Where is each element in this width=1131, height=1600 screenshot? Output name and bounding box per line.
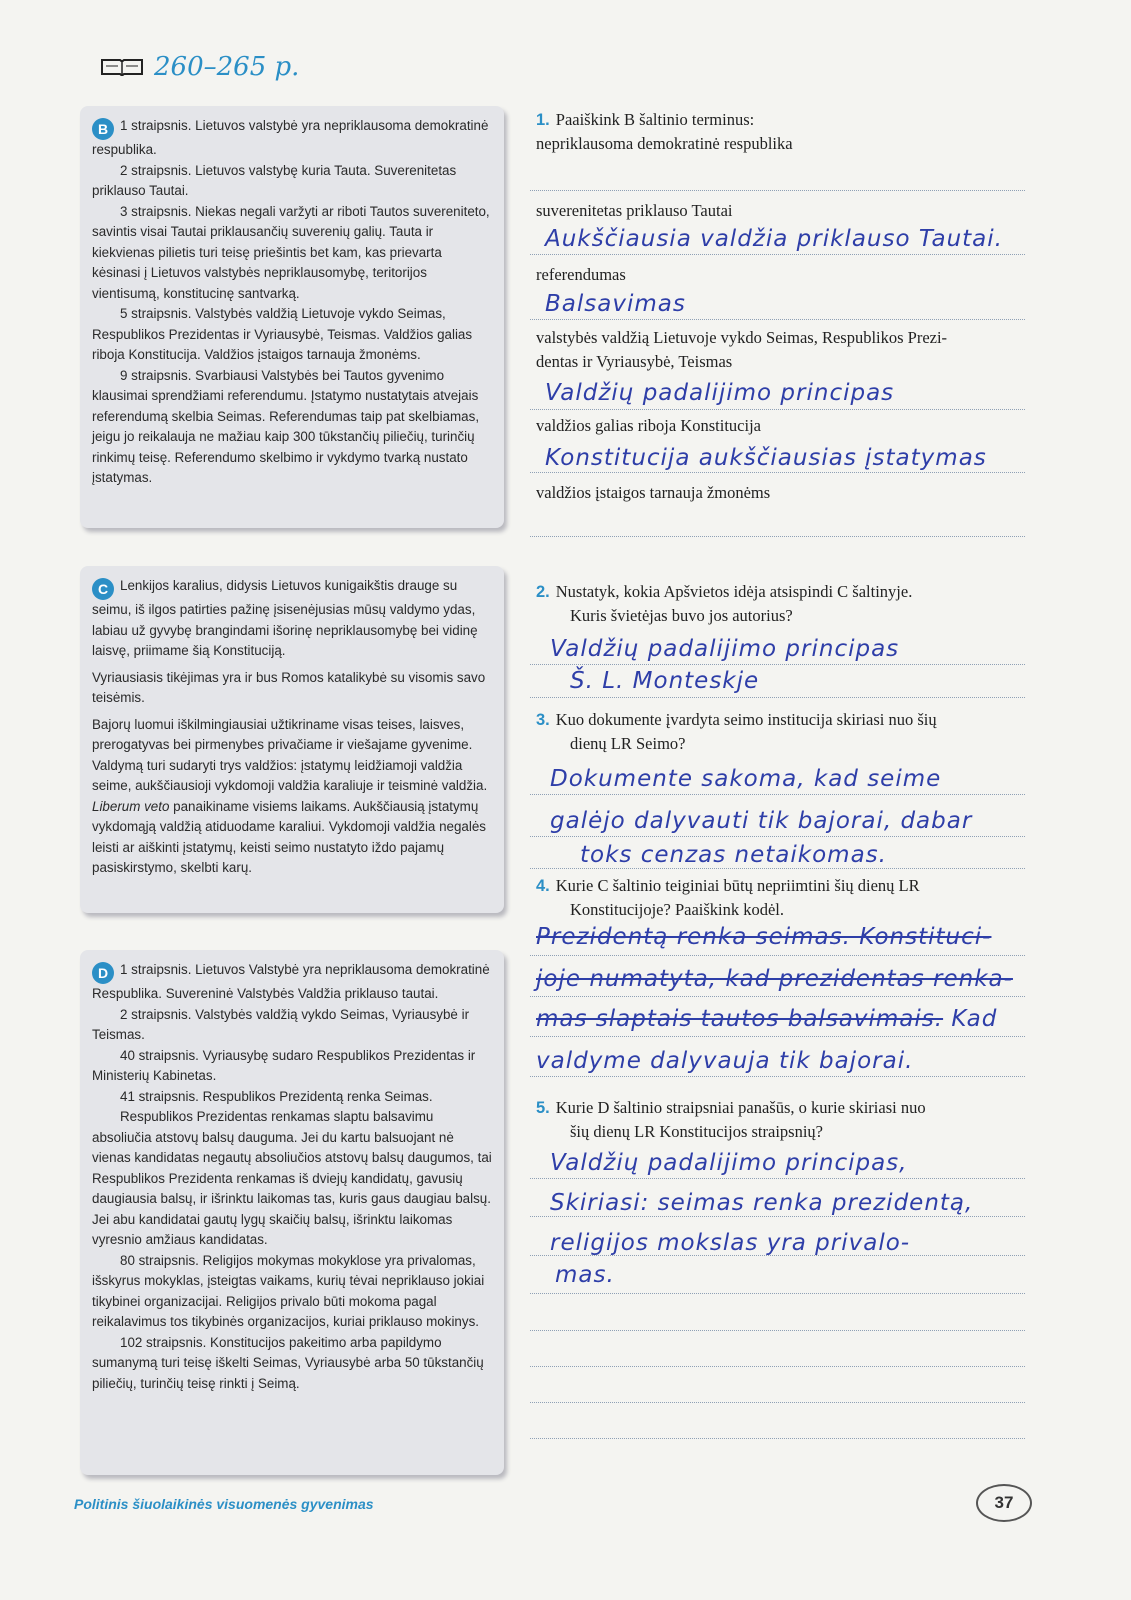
- answer-line: [530, 697, 1025, 698]
- source-c-box: [80, 566, 504, 913]
- book-icon: [100, 56, 144, 78]
- question-text: dienų LR Seimo?: [570, 734, 686, 753]
- question-1: [536, 108, 1036, 132]
- term-label: referendumas: [536, 265, 626, 284]
- question-text: Paaiškink B šaltinio terminus:: [555, 110, 755, 129]
- question-5: [536, 1096, 1036, 1143]
- source-d-paragraph: 80 straipsnis. Religijos mokymas mokyklose yra privalomas, išskyrus mokyklas, įsteigtas vaikams, kurių tėvai nepriklauso jokiai tikybinei organizacijai. Religijos privalo būti mokoma pagal reikalavimus tos tikybinės organizacijos, kuriai priklauso mokinys.: [92, 1252, 485, 1329]
- term-label: valdžios įstaigos tarnauja žmonėms: [536, 483, 771, 502]
- question-number: 3.: [536, 711, 550, 729]
- answer-line: [530, 955, 1025, 956]
- answer-line: [530, 1438, 1025, 1439]
- source-b-paragraph: 2 straipsnis. Lietuvos valstybę kuria Tauta. Suverenitetas priklauso Tautai.: [92, 162, 457, 198]
- answer-line: [530, 319, 1025, 320]
- handwritten-answer: Skiriasi: seimas renka prezidentą,: [550, 1190, 974, 1216]
- answer-line: [530, 1366, 1025, 1367]
- struck-answer: joje numatyta, kad prezidentas renka-: [536, 966, 1013, 992]
- struck-answer: Prezidentą renka seimas. Konstituci-: [536, 924, 992, 950]
- source-b-box: [80, 106, 504, 528]
- answer-line: [530, 868, 1025, 869]
- handwritten-answer: religijos mokslas yra privalo-: [550, 1230, 911, 1256]
- term-label: valstybės valdžią Lietuvoje vykdo Seimas, Respublikos Prezi-: [536, 328, 948, 347]
- page-number: 37: [976, 1484, 1032, 1522]
- page-range: 260–265 p.: [154, 52, 300, 82]
- handwritten-answer: Dokumente sakoma, kad seime: [550, 766, 942, 792]
- handwritten-answer: mas.: [555, 1262, 615, 1288]
- question-text: Nustatyk, kokia Apšvietos idėja atsispindi C šaltinyje.: [555, 582, 913, 601]
- question-2: [536, 580, 1036, 627]
- term-label: nepriklausoma demokratinė respublika: [536, 134, 793, 153]
- source-d-box: [80, 950, 504, 1475]
- answer-line: [530, 1036, 1025, 1037]
- source-d-paragraph: 102 straipsnis. Konstitucijos pakeitimo arba papildymo sumanymą turi teisę iškelti Seimas, Vyriausybė arba 50 tūkstančių piliečių, turinčių teisę rinkti į Seimą.: [92, 1334, 484, 1391]
- answer-line: [530, 996, 1025, 997]
- source-c-paragraph: Vyriausiasis tikėjimas yra ir bus Romos katalikybė su visomis savo teisėmis.: [92, 669, 486, 705]
- answer-line: [530, 1076, 1025, 1077]
- answer-line: [530, 190, 1025, 191]
- handwritten-answer: galėjo dalyvauti tik bajorai, dabar: [550, 808, 973, 834]
- source-b-paragraph: 9 straipsnis. Svarbiausi Valstybės bei Tautos gyvenimo klausimai sprendžiami referendumu. Įstatymo nustatytais atvejais referendumą skelbia Seimas. Referendumas taip pat skelbiamas, jeigu jo reikalauja ne mažiau kaip 300 tūkstančių piliečių, turinčių rinkimų teisę. Referendumo skelbimo ir vykdymo tvarką nustato įstatymas.: [92, 367, 480, 485]
- answer-line: [530, 472, 1025, 473]
- answer-line: [530, 794, 1025, 795]
- handwritten-answer: Balsavimas: [545, 291, 686, 317]
- source-d-paragraph: 2 straipsnis. Valstybės valdžią vykdo Seimas, Vyriausybė ir Teismas.: [92, 1006, 470, 1042]
- answer-line: [530, 1293, 1025, 1294]
- source-c-paragraph: [92, 715, 492, 879]
- question-number: 2.: [536, 583, 550, 601]
- page-reference: [100, 52, 299, 82]
- question-number: 4.: [536, 877, 550, 895]
- handwritten-answer: Valdžių padalijimo principas: [550, 636, 900, 662]
- answer-text: Kad: [951, 1006, 998, 1032]
- source-c-badge: C: [92, 578, 114, 600]
- source-d-paragraph: 1 straipsnis. Lietuvos Valstybė yra nepriklausoma demokratinė Respublika. Suvereninė Valstybės Valdžia priklauso tautai.: [92, 962, 490, 1001]
- handwritten-answer: valdyme dalyvauja tik bajorai.: [536, 1048, 914, 1074]
- source-b-badge: B: [92, 118, 114, 140]
- answer-line: [530, 254, 1025, 255]
- source-d-paragraph: 40 straipsnis. Vyriausybę sudaro Respublikos Prezidentas ir Ministerių Kabinetas.: [92, 1047, 476, 1083]
- question-4: [536, 874, 1036, 921]
- handwritten-answer: [536, 1006, 997, 1032]
- question-text: Kurie C šaltinio teiginiai būtų nepriimtini šių dienų LR: [555, 876, 920, 895]
- question-number: 5.: [536, 1099, 550, 1117]
- chapter-title: Politinis šiuolaikinės visuomenės gyvenimas: [74, 1496, 374, 1512]
- question-text: šių dienų LR Konstitucijos straipsnių?: [570, 1122, 823, 1141]
- source-d-badge: D: [92, 962, 114, 984]
- source-c-paragraph-text: Bajorų luomui iškilmingiausiai užtikriname visas teises, laisves, prerogatyvas bei pirmenybes privačiame ir viešajame gyvenime. Valdymą turi sudaryti trys valdžios: įstatymų leidžiamoji valdžia seime, aukščiausioji vykdomoji valdžia karaliuje ir teisminė valdžia.: [92, 716, 488, 793]
- answer-line: [530, 1255, 1025, 1256]
- handwritten-answer: Valdžių padalijimo principas,: [550, 1150, 908, 1176]
- term-label: valdžios galias riboja Konstitucija: [536, 416, 761, 435]
- handwritten-answer: Š. L. Monteskje: [570, 668, 760, 694]
- handwritten-answer: Valdžių padalijimo principas: [545, 380, 895, 406]
- source-c-paragraph: Lenkijos karalius, didysis Lietuvos kunigaikštis drauge su seimu, iš ilgos patirties pažinę įsisenėjusias mūsų valdymo ydas, labiau už gyvybę brangindami išorinę nepriklausomybę bei vidinę laisvę, priimame šią Konstituciją.: [92, 578, 478, 658]
- question-3: [536, 708, 1036, 755]
- term-label: dentas ir Vyriausybė, Teismas: [536, 352, 733, 371]
- answer-line: [530, 409, 1025, 410]
- liberum-veto-term: Liberum veto: [92, 798, 170, 814]
- question-text: Konstitucijoje? Paaiškink kodėl.: [570, 900, 785, 919]
- question-number: 1.: [536, 111, 550, 129]
- answer-line: [530, 836, 1025, 837]
- source-c-paragraph-text: panaikiname visiems laikams. Aukščiausią įstatymų vykdomąją valdžią atiduodame karaliui. Vykdomoji valdžia negalės leisti ar aiškinti įstatymų, keisti seimo nustatyto iždo pajamų pasiskirstymo, skelbti karų.: [92, 798, 486, 875]
- source-b-paragraph: 3 straipsnis. Niekas negali varžyti ar riboti Tautos suvereniteto, savintis visai Tautai priklausančių suverenių galių. Tauta ir kiekvienas pilietis turi teisę priešintis bet kam, kas prievarta kėsinasi į Lietuvos valstybės nepriklausomybę, teritorijos vientisumą, konstitucinę santvarką.: [92, 203, 490, 301]
- source-b-paragraph: 5 straipsnis. Valstybės valdžią Lietuvoje vykdo Seimas, Respublikos Prezidentas ir Vyriausybė, Teismas. Valdžios galias riboja Konstitucija. Valdžios įstaigos tarnauja žmonėms.: [92, 306, 473, 362]
- answer-line: [530, 1330, 1025, 1331]
- answer-line: [530, 1216, 1025, 1217]
- answer-line: [530, 1178, 1025, 1179]
- struck-answer: mas slaptais tautos balsavimais.: [536, 1006, 944, 1032]
- source-b-paragraph: 1 straipsnis. Lietuvos valstybė yra nepriklausoma demokratinė respublika.: [92, 118, 489, 157]
- term-label: suverenitetas priklauso Tautai: [536, 201, 733, 220]
- source-d-paragraph: 41 straipsnis. Respublikos Prezidentą renka Seimas.: [120, 1088, 433, 1104]
- question-text: Kurie D šaltinio straipsniai panašūs, o kurie skiriasi nuo: [555, 1098, 926, 1117]
- answer-line: [530, 664, 1025, 665]
- source-d-paragraph: Respublikos Prezidentas renkamas slaptu balsavimu absoliučia atstovų balsų dauguma. Jei du kartu balsuojant nė vienas kandidatas negautų absoliučios atstovų balsų daugumos, tai Respublikos Prezidenta renkamas iš dviejų kandidatų, gavusių daugiausia balsų, ir išrinktu laikomas tas, kuris gaus daugiau balsų. Jei abu kandidatai gautų lygų skaičių balsų, išrinktu laikomas vyresnio amžiaus kandidatas.: [92, 1109, 492, 1247]
- question-text: Kuo dokumente įvardyta seimo institucija skiriasi nuo šių: [555, 710, 937, 729]
- handwritten-answer: toks cenzas netaikomas.: [580, 842, 887, 868]
- answer-line: [530, 1402, 1025, 1403]
- question-text: Kuris švietėjas buvo jos autorius?: [570, 606, 793, 625]
- handwritten-answer: Aukščiausia valdžia priklauso Tautai.: [545, 226, 1003, 252]
- handwritten-answer: Konstitucija aukščiausias įstatymas: [545, 445, 987, 471]
- answer-line: [530, 536, 1025, 537]
